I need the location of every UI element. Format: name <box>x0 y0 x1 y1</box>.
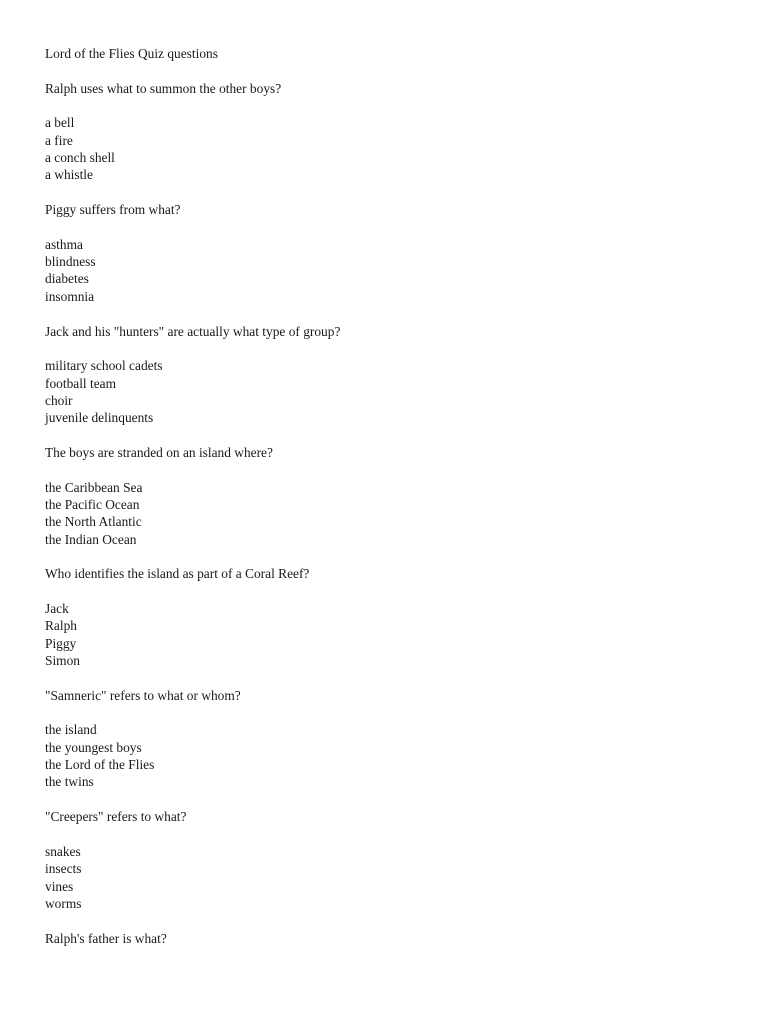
question-block <box>45 444 735 548</box>
answer-option: the Lord of the Flies <box>45 757 155 773</box>
question-text: "Samneric" refers to what or whom? <box>45 687 241 703</box>
answer-option: football team <box>45 375 117 391</box>
question-text: Who identifies the island as part of a Coral Reef? <box>45 566 310 582</box>
answer-option: diabetes <box>45 271 89 287</box>
answer-option: the Caribbean Sea <box>45 479 143 495</box>
question-block <box>45 201 735 305</box>
answer-options <box>45 114 735 183</box>
question-text: Jack and his "hunters" are actually what type of group? <box>45 323 341 339</box>
document-page <box>45 45 735 964</box>
answer-options <box>45 843 735 912</box>
answer-option: the North Atlantic <box>45 514 142 530</box>
answer-option: insomnia <box>45 288 95 304</box>
answer-option: asthma <box>45 236 83 252</box>
answer-option: the twins <box>45 774 94 790</box>
question-block <box>45 80 735 184</box>
answer-options <box>45 600 735 669</box>
answer-option: a whistle <box>45 167 93 183</box>
question-block <box>45 323 735 427</box>
answer-option: choir <box>45 392 73 408</box>
answer-option: vines <box>45 878 74 894</box>
answer-option: blindness <box>45 254 96 270</box>
answer-option: worms <box>45 895 82 911</box>
answer-option: Ralph <box>45 618 77 634</box>
question-text: Ralph uses what to summon the other boys? <box>45 80 282 96</box>
answer-option: the Pacific Ocean <box>45 496 140 512</box>
answer-options <box>45 236 735 305</box>
question-text: "Creepers" refers to what? <box>45 809 187 825</box>
question-block <box>45 687 735 791</box>
question-block <box>45 808 735 912</box>
question-block <box>45 930 735 947</box>
question-block <box>45 565 735 669</box>
answer-option: insects <box>45 861 82 877</box>
question-text: Piggy suffers from what? <box>45 202 181 218</box>
answer-options <box>45 357 735 426</box>
answer-option: Simon <box>45 653 80 669</box>
answer-option: the island <box>45 722 97 738</box>
answer-options <box>45 721 735 790</box>
answer-option: the Indian Ocean <box>45 531 137 547</box>
answer-option: snakes <box>45 843 81 859</box>
document-title: Lord of the Flies Quiz questions <box>45 46 218 61</box>
answer-option: Piggy <box>45 635 77 651</box>
answer-option: a conch shell <box>45 150 115 166</box>
answer-option: the youngest boys <box>45 739 142 755</box>
question-text: The boys are stranded on an island where? <box>45 444 273 460</box>
question-text: Ralph's father is what? <box>45 930 167 946</box>
answer-option: a bell <box>45 115 75 131</box>
answer-option: Jack <box>45 601 69 616</box>
answer-option: military school cadets <box>45 358 163 374</box>
answer-option: juvenile delinquents <box>45 410 154 426</box>
answer-options <box>45 479 735 548</box>
answer-option: a fire <box>45 132 73 148</box>
